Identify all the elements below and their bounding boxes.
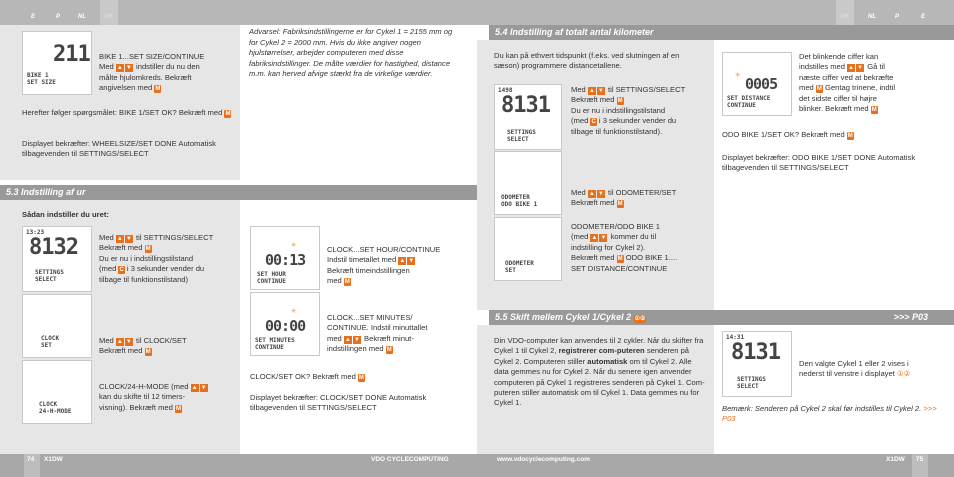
up-key-icon: ▲ [399,258,406,265]
clock-step-5: CLOCK...SET MINUTES/ CONTINUE. Indstil minuttallet med ▲ ▼ Bekræft minut- indstillingen med M [327,313,428,354]
lcd-distance-value: 0005 [745,75,778,93]
down-key-icon: ▼ [200,385,207,391]
m-key-icon: M [145,246,151,253]
lcd-bike1-size [22,31,92,95]
top-bar-left [0,0,477,25]
m-key-icon: M [175,405,181,412]
up-key-icon: ▲ [588,191,595,197]
odo-step-2: Med ▲ ▼ til ODOMETER/SET Bekræft med M [571,188,677,208]
up-key-icon: ▲ [116,339,123,345]
clock-step-1: Med ▲ ▼ til SETTINGS/SELECT Bekræft med M Du er nu i indstillingstilstand (med C i 3 sekunder vender du tilbage til funktionstilstand) [99,233,214,284]
down-key-icon: ▼ [597,191,604,197]
m-key-icon: M [871,107,877,114]
down-key-icon: ▼ [125,236,132,242]
footer-brand: VDO CYCLECOMPUTING [371,456,449,463]
lcd-hour-label: SET HOUR CONTINUE [257,271,286,285]
lcd-minutes-label: SET MINUTES CONTINUE [255,337,295,351]
odo-ok: ODO BIKE 1/SET OK? Bekræft med M [722,130,853,139]
up-key-icon: ▲ [116,65,123,72]
clock-how-to: Sådan indstiller du uret: [22,210,109,219]
bike-symbol-icon: ①② [896,369,911,379]
clock-step-3: CLOCK/24-H-MODE (med ▲ ▼ kan du skifte til 12 timers- visning). Bekræft med M [99,382,207,412]
lcd-odo-settings [494,84,562,150]
bike-switch-text: Din VDO-computer kan anvendes til 2 cykler. Når du skifter fra Cykel 1 til Cykel 2, registrerer com-puteren senderen på Cykel 2. Computeren stiller automatisk om til Cykel 2. Alle data gemmes nu for Cykel 2. Når du senere igen anvender computeren på Cykel 1 registreres senderen på Cykel 1. Com-puteren stiller automatisk om til Cykel 1. Data gemmes nu for Cykel 1. [494,336,705,408]
c-key-icon: C [119,267,124,274]
c-key-icon: C [591,119,596,126]
lcd-settings-select [22,226,92,292]
odo-done: Displayet bekræfter: ODO BIKE 1/SET DONE Automatisk tilbagevenden til SETTINGS/SELECT [722,153,916,173]
down-key-icon: ▼ [600,235,607,242]
top-bar-right [477,0,954,25]
m-key-icon: M [617,201,623,208]
lcd-bike1-size-label: BIKE 1 SET SIZE [27,72,56,86]
page-number-right: 75 [916,456,924,463]
odo-step-1: Med ▲ ▼ til SETTINGS/SELECT Bekræft med M Du er nu i indstillingstilstand (med C i 3 sekunder vender du tilbage til funktionstilstand). [571,85,686,136]
lcd-bike-select-label: SETTINGS SELECT [737,376,766,390]
lang-p-left[interactable]: P [55,14,60,20]
lcd-time: 13:23 [26,229,45,236]
lang-e-left[interactable]: E [30,14,35,20]
section-5-5-ref[interactable]: >>> P03 [893,312,928,322]
down-key-icon: ▼ [125,65,132,72]
odo-intro: Du kan på ethvert tidspunkt (f.eks. ved slutningen af en sæson) programmere distancetallene. [494,51,680,71]
lang-dk-right[interactable]: DK [836,0,854,25]
lcd-clock-set [22,294,92,358]
m-key-icon: M [225,111,231,117]
down-key-icon: ▼ [408,258,415,265]
bike-select-side-text: Den valgte Cykel 1 eller 2 vises i nederst til venstre i displayet ①② [799,359,911,379]
clock-step-4: CLOCK...SET HOUR/CONTINUE Indstil timetallet med ▲ ▼ Bekræft timeindstillingen med M [327,245,441,286]
lcd-clock-24h [22,360,92,424]
lcd-odo-settings-label: SETTINGS SELECT [507,129,536,143]
blink-mark-icon: ☀ [735,71,741,81]
lang-dk-left[interactable]: DK [100,0,118,25]
wheelsize-done: Displayet bekræfter: WHEELSIZE/SET DONE Automatisk tilbagevenden til SETTINGS/SELECT [22,139,216,159]
m-key-icon: M [847,133,853,139]
lcd-hour-value: 00:13 [265,251,306,269]
m-key-icon: M [155,86,161,93]
down-key-icon: ▼ [125,339,132,345]
lcd-clock-24h-label: CLOCK 24-H-MODE [39,401,72,415]
bike-symbol-icon: ①② [634,316,646,322]
lcd-odometer-set-label: ODOMETER ODO BIKE 1 [501,194,538,208]
lcd-settings-value: 8132 [29,235,78,260]
m-key-icon: M [617,98,623,105]
odo-step-3: ODOMETER/ODO BIKE 1 (med ▲ ▼ kommer du til indstilling for Cykel 2). Bekræft med M ODO BIKE 1.... SET DISTANCE/CONTINUE [571,222,678,273]
footer-model-right: X1DW [886,456,905,463]
clock-done: Displayet bekræfter: CLOCK/SET DONE Automatisk tilbagevenden til SETTINGS/SELECT [250,393,427,413]
m-key-icon: M [358,375,364,381]
m-key-icon: M [386,347,392,354]
clock-ok: CLOCK/SET OK? Bekræft med M [250,372,364,381]
lcd-distance-label: SET DISTANCE CONTINUE [727,95,771,109]
section-5-3-title: 5.3 Indstilling af ur [0,185,477,200]
blink-mark-icon: ☀ [291,307,297,317]
up-key-icon: ▲ [191,385,198,391]
up-key-icon: ▲ [588,88,595,94]
bike1-text: BIKE 1...SET SIZE/CONTINUE Med ▲ ▼ indstiller du nu den målte hjulomkreds. Bekræft angivelsen med M [99,52,205,93]
odo-blink-text: Det blinkende ciffer kan indstilles med ▲ ▼ Gå til næste ciffer ved at bekræfte med M Gentag trinene, indtil det sidste ciffer til højre blinker. Bekræft med M [799,52,896,114]
m-key-icon: M [617,256,623,263]
up-key-icon: ▲ [591,235,598,242]
lcd-odometer-bike-label: ODOMETER SET [505,260,534,274]
section-5-5-title: 5.5 Skift mellem Cykel 1/Cykel 2 ①② >>> P03 [489,310,954,325]
lcd-bike-select-value: 8131 [731,340,780,365]
down-key-icon: ▼ [857,65,864,72]
lcd-odometer-set [494,151,562,215]
footer-url[interactable]: www.vdocyclecomputing.com [497,456,590,463]
lang-p-right[interactable]: P [894,14,899,20]
page-number-left: 74 [27,456,35,463]
m-key-icon: M [145,349,151,356]
m-key-icon: M [344,279,350,286]
lcd-odometer-bike [494,217,562,281]
up-key-icon: ▲ [848,65,855,72]
lcd-bike-select-time: 14:31 [726,334,745,341]
note-ref-link[interactable]: >>> P03 [722,404,937,424]
down-key-icon: ▼ [353,336,360,343]
footer-model-left: X1DW [44,456,63,463]
lcd-clock-set-label: CLOCK SET [41,335,60,349]
lang-nl-right[interactable]: NL [868,14,876,20]
lcd-set-minutes [250,292,320,356]
m-key-icon: M [816,86,822,93]
lcd-settings-label: SETTINGS SELECT [35,269,64,283]
lcd-odo-time: 1498 [498,87,513,94]
up-key-icon: ▲ [344,336,351,343]
lcd-set-distance [722,52,792,116]
clock-step-2: Med ▲ ▼ til CLOCK/SET Bekræft med M [99,336,187,356]
down-key-icon: ▼ [597,88,604,94]
lcd-minutes-value: 00:00 [265,317,306,335]
bike-note: Bemærk: Senderen på Cykel 2 skal før indstilles til Cykel 2. >>> P03 [722,404,937,424]
lang-e-right[interactable]: E [920,14,925,20]
up-key-icon: ▲ [116,236,123,242]
lang-nl-left[interactable]: NL [78,14,86,20]
lcd-set-hour [250,226,320,290]
lcd-odo-settings-value: 8131 [501,93,550,118]
lcd-bike1-size-value: 211 [53,42,90,67]
blink-mark-icon: ☀ [291,241,297,251]
section-5-4-title: 5.4 Indstilling af totalt antal kilometer [489,25,954,40]
lcd-bike-select [722,331,792,397]
warning-text: Advarsel: Fabriksindstillingerne er for Cykel 1 = 2155 mm og for Cykel 2 = 2000 mm. Hvis du ikke angiver nogen hjulstørrelser, arbejder computeren med disse fabriksindstillinger. De målte værdier for hastighed, distance m.m. kan herved afvige stærkt fra de virkelige værdier. [249,27,453,78]
bike1-question: Herefter følger spørgsmålet: BIKE 1/SET OK? Bekræft med M [22,108,231,117]
